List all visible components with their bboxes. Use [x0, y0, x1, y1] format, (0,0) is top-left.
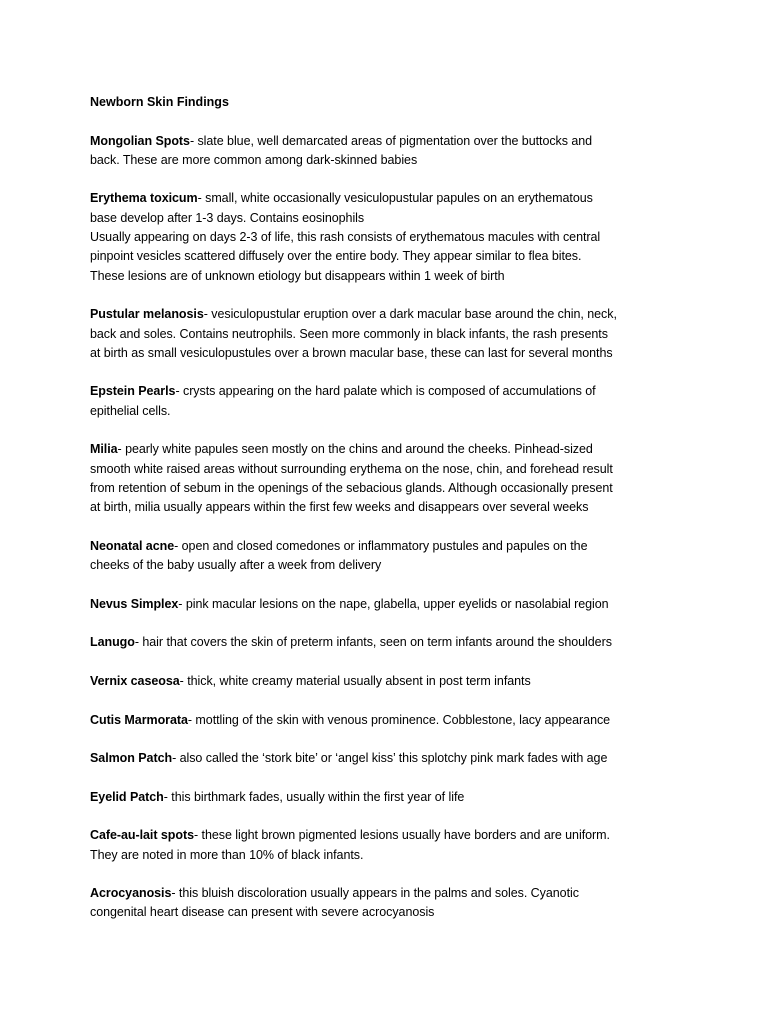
finding-description-line: back. These are more common among dark-skinned babies	[90, 152, 418, 167]
finding-description-line: congenital heart disease can present with severe acrocyanosis	[90, 905, 435, 920]
finding-description-line: base develop after 1-3 days. Contains eosinophils	[90, 210, 365, 225]
finding-term: Cutis Marmorata	[90, 712, 188, 727]
finding-term: Epstein Pearls	[90, 384, 176, 399]
finding-term: Pustular melanosis	[90, 307, 204, 322]
finding-description: - this bluish discoloration usually appears in the palms and soles. Cyanotic	[171, 886, 579, 901]
finding-description: - this birthmark fades, usually within the first year of life	[163, 789, 465, 804]
finding-term: Vernix caseosa	[90, 673, 180, 688]
finding-description: - slate blue, well demarcated areas of pigmentation over the buttocks and	[189, 133, 593, 148]
finding-entry	[90, 305, 688, 363]
finding-description-line: back and soles. Contains neutrophils. Seen more commonly in black infants, the rash presents	[90, 326, 608, 341]
finding-term: Salmon Patch	[90, 751, 173, 766]
finding-description: - vesiculopustular eruption over a dark macular base around the chin, neck,	[203, 307, 617, 322]
finding-description-line: from retention of sebum in the openings of the sebacious glands. Although occasionally present	[90, 480, 613, 495]
finding-description-line: They are noted in more than 10% of black infants.	[90, 847, 364, 862]
finding-entry	[90, 440, 688, 517]
finding-description: - mottling of the skin with venous prominence. Cobblestone, lacy appearance	[187, 712, 611, 727]
entry-first-line	[90, 382, 688, 401]
finding-term: Milia	[90, 442, 118, 457]
finding-term: Eyelid Patch	[90, 789, 164, 804]
finding-term: Acrocyanosis	[90, 886, 172, 901]
entry-first-line	[90, 440, 688, 459]
finding-description: - crysts appearing on the hard palate which is composed of accumulations of	[175, 384, 596, 399]
entry-first-line	[90, 633, 688, 652]
finding-term: Cafe-au-lait spots	[90, 828, 194, 843]
finding-description-line: These lesions are of unknown etiology but disappears within 1 week of birth	[90, 268, 505, 283]
finding-description-line: at birth as small vesiculopustules over a brown macular base, these can last for several months	[90, 345, 613, 360]
finding-description-line: at birth, milia usually appears within the first few weeks and disappears over several weeks	[90, 500, 589, 515]
entry-first-line	[90, 826, 688, 845]
finding-description: - these light brown pigmented lesions usually have borders and are uniform.	[193, 828, 610, 843]
entry-first-line	[90, 595, 688, 614]
finding-term: Neonatal acne	[90, 538, 175, 553]
finding-entry	[90, 189, 688, 285]
entry-first-line	[90, 305, 688, 324]
finding-description-line: Usually appearing on days 2-3 of life, this rash consists of erythematous macules with central	[90, 230, 601, 245]
finding-term: Lanugo	[90, 635, 135, 650]
finding-description: - pink macular lesions on the nape, glabella, upper eyelids or nasolabial region	[178, 596, 609, 611]
finding-entry	[90, 711, 688, 730]
finding-entry	[90, 749, 688, 768]
entries-list	[90, 132, 688, 923]
finding-description: - thick, white creamy material usually absent in post term infants	[179, 673, 531, 688]
finding-term: Mongolian Spots	[90, 133, 190, 148]
finding-term: Erythema toxicum	[90, 191, 198, 206]
entry-first-line	[90, 749, 688, 768]
finding-entry	[90, 788, 688, 807]
document-title: Newborn Skin Findings	[90, 95, 229, 109]
finding-entry	[90, 826, 688, 865]
entry-first-line	[90, 132, 688, 151]
finding-description-line: smooth white raised areas without surrounding erythema on the nose, chin, and forehead result	[90, 461, 613, 476]
finding-entry	[90, 382, 688, 421]
finding-entry	[90, 537, 688, 576]
finding-description: - open and closed comedones or inflammatory pustules and papules on the	[174, 538, 588, 553]
entry-first-line	[90, 672, 688, 691]
entry-first-line	[90, 711, 688, 730]
finding-description-line: epithelial cells.	[90, 403, 171, 418]
finding-description-line: pinpoint vesicles scattered diffusely over the entire body. They appear similar to flea bites.	[90, 249, 582, 264]
finding-entry	[90, 595, 688, 614]
finding-description: - also called the ‘stork bite’ or ‘angel kiss’ this splotchy pink mark fades with age	[172, 751, 608, 766]
finding-entry	[90, 884, 688, 923]
finding-entry	[90, 672, 688, 691]
entry-first-line	[90, 189, 688, 208]
finding-description: - pearly white papules seen mostly on the chins and around the cheeks. Pinhead-sized	[117, 442, 593, 457]
finding-entry	[90, 633, 688, 652]
entry-first-line	[90, 884, 688, 903]
entry-first-line	[90, 788, 688, 807]
finding-term: Nevus Simplex	[90, 596, 179, 611]
finding-description: - hair that covers the skin of preterm infants, seen on term infants around the shoulders	[134, 635, 612, 650]
entry-first-line	[90, 537, 688, 556]
finding-entry	[90, 132, 688, 171]
finding-description: - small, white occasionally vesiculopustular papules on an erythematous	[197, 191, 593, 206]
finding-description-line: cheeks of the baby usually after a week from delivery	[90, 558, 382, 573]
